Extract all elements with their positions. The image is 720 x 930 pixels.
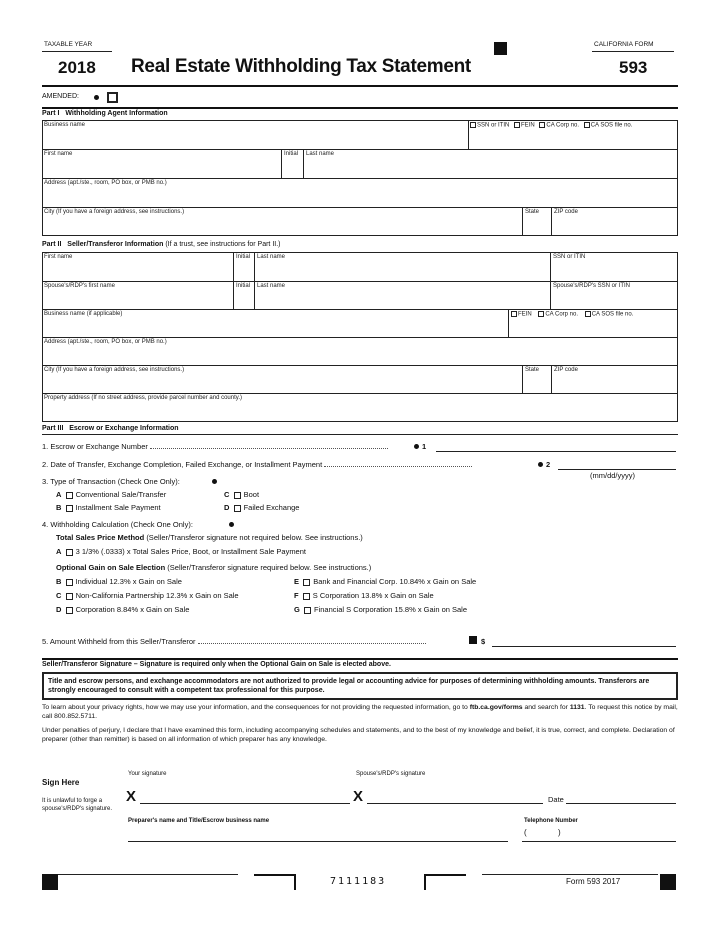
p1-cacorp-checkbox[interactable] [539,122,545,128]
tsp-heading: Total Sales Price Method (Seller/Transferor signature not required below. See instructions.) [56,533,363,542]
spouse-signature-input[interactable] [369,789,541,802]
line4-dot-icon [229,522,234,527]
opt-option-e[interactable]: E Bank and Financial Corp. 10.84% x Gain on Sale [294,577,477,586]
p1-address-label: Address (apt./ste., room, PO box, or PMB no.) [44,180,167,186]
line5-label: 5. Amount Withheld from this Seller/Transferor [42,637,426,646]
p2-spouse-first-input[interactable] [46,293,229,307]
p1-city-input[interactable] [46,219,518,233]
year-top-rule [42,51,112,52]
p2-first-name-input[interactable] [46,264,229,278]
p1-initial-input[interactable] [285,161,301,175]
tsp-option-a[interactable]: A 3 1/3% (.0333) x Total Sales Price, Boot, or Installment Sale Payment [56,547,306,556]
p1-fein-checkbox[interactable] [514,122,520,128]
p2-casos-checkbox[interactable] [585,311,591,317]
p1-zip-label: ZIP code [554,209,578,215]
footer-form-code: 7111183 [330,876,387,887]
footer-right-mark [660,874,676,890]
line3-label: 3. Type of Transaction (Check One Only): [42,477,180,486]
p2-initial-input[interactable] [237,264,252,278]
your-signature-x: X [126,788,137,805]
p2-spouse-ssn-label: Spouse's/RDP's SSN or ITIN [553,283,630,289]
part3-heading: Part III Escrow or Exchange Information [42,425,179,432]
amended-label: AMENDED: [42,93,79,100]
p1-business-name-input[interactable] [46,132,464,146]
line1-number: 1 [422,442,427,451]
california-form-label: CALIFORNIA FORM [594,41,654,48]
spouse-signature-x: X [353,788,364,805]
footer-form-reference: Form 593 2017 [566,877,621,886]
p2-spouse-last-input[interactable] [259,293,545,307]
p2-spouse-first-label: Spouse's/RDP's first name [44,283,115,289]
date-format-hint: (mm/dd/yyyy) [590,471,635,480]
line4-label: 4. Withholding Calculation (Check One Only): [42,520,193,529]
line5-dollar: $ [481,637,486,646]
line1-dot-icon [414,444,419,449]
seller-signature-note: Seller/Transferor Signature – Signature is required only when the Optional Gain on Sale is elected above. [42,661,391,668]
line3-option-a[interactable]: A Conventional Sale/Transfer [56,490,167,499]
p1-id-type-options: SSN or ITIN FEIN CA Corp no. CA SOS file no. [470,122,632,130]
telephone-paren-open: ( [524,828,527,837]
your-signature-label: Your signature [128,771,167,777]
p2-zip-label: ZIP code [554,367,578,373]
p1-business-name-label: Business name [44,122,86,128]
p2-business-name-label: Business name (if applicable) [44,311,123,317]
taxable-year-label: TAXABLE YEAR [44,41,93,48]
p2-zip-input[interactable] [556,377,674,391]
p2-last-name-input[interactable] [259,264,545,278]
p2-cacorp-checkbox[interactable] [538,311,544,317]
p2-city-label: City (If you have a foreign address, see instructions.) [44,367,185,373]
p1-first-name-label: First name [44,151,73,157]
perjury-statement: Under penalties of perjury, I declare that I have examined this form, including accompanying schedules and statements, and to the best of my knowledge and belief, it is true, correct, and complete. Declaration of preparer (other than remitter) is based on all information of which preparer has any knowledge. [42,727,675,743]
transfer-date-input[interactable] [560,458,674,469]
your-signature-input[interactable] [142,789,348,802]
date-label: Date [548,795,564,804]
line3-option-b[interactable]: B Installment Sale Payment [56,503,161,512]
line2-dot-icon [538,462,543,467]
line3-dot-icon [212,479,217,484]
form-top-rule [592,51,674,52]
header-rule [42,85,678,87]
telephone-label: Telephone Number [524,818,578,824]
p2-spouse-initial-input[interactable] [237,293,252,307]
p1-ssn-checkbox[interactable] [470,122,476,128]
legal-warning-box: Title and escrow persons, and exchange accommodators are not authorized to provide legal or accounting advice for purposes of determining withholding amounts. Transferors are strongly encouraged to consult with a competent tax professional for this purpose. [42,672,678,700]
amended-dot-icon [94,95,99,100]
preparer-label: Preparer's name and Title/Escrow business name [128,818,270,824]
privacy-notice: To learn about your privacy rights, how we may use your information, and the consequences for not providing the requested information, go to ftb.ca.gov/forms and search for 1131. To request this notice by mail, call 800.852.5711. [42,704,678,720]
opt-option-g[interactable]: G Financial S Corporation 15.8% x Gain on Sale [294,605,468,614]
p2-state-label: State [525,367,540,373]
p1-state-input[interactable] [526,219,548,233]
p2-last-name-label: Last name [257,254,286,260]
opt-option-c[interactable]: C Non-California Partnership 12.3% x Gain on Sale [56,591,239,600]
opt-option-f[interactable]: F S Corporation 13.8% x Gain on Sale [294,591,434,600]
p2-address-input[interactable] [46,349,674,363]
line2-label: 2. Date of Transfer, Exchange Completion, Failed Exchange, or Installment Payment [42,460,472,469]
sign-here-label: Sign Here [42,778,80,787]
registration-mark [494,42,507,55]
p2-spouse-ssn-input[interactable] [555,293,673,307]
form-number: 593 [619,58,648,77]
p2-property-label: Property address (If no street address, provide parcel number and county.) [44,395,242,401]
line2-number: 2 [546,460,551,469]
optional-gain-heading: Optional Gain on Sale Election (Seller/Transferor signature required below. See instructions.) [56,563,372,572]
line1-label: 1. Escrow or Exchange Number [42,442,388,451]
p2-state-input[interactable] [526,377,548,391]
p1-address-input[interactable] [46,190,674,204]
p2-address-label: Address (apt./ste., room, PO box, or PMB no.) [44,339,167,345]
p2-business-name-input[interactable] [46,321,504,335]
forge-warning: It is unlawful to forge a spouse's/RDP's signature. [42,798,112,812]
part1-heading: Part I Withholding Agent Information [42,110,168,117]
p1-zip-input[interactable] [556,219,674,233]
escrow-number-input[interactable] [438,440,674,451]
form-title: Real Estate Withholding Tax Statement [131,56,471,77]
signature-date-input[interactable] [568,791,674,802]
p2-initial-label: Initial [236,254,251,260]
opt-option-d[interactable]: D Corporation 8.84% x Gain on Sale [56,605,190,614]
p1-casos-checkbox[interactable] [584,122,590,128]
part1-rule [42,107,678,109]
amount-withheld-input[interactable] [494,635,674,646]
tax-year: 2018 [58,58,96,77]
p2-first-name-label: First name [44,254,73,260]
amended-checkbox[interactable] [107,92,118,103]
p2-fein-checkbox[interactable] [511,311,517,317]
p1-initial-label: Initial [284,151,299,157]
telephone-input[interactable] [532,828,672,840]
p2-ssn-input[interactable] [555,264,673,278]
p2-id-type-options: FEIN CA Corp no. CA SOS file no. [511,311,633,319]
telephone-paren-close: ) [558,828,561,837]
p2-spouse-last-label: Last name [257,283,286,289]
p2-property-input[interactable] [46,405,674,419]
p1-last-name-input[interactable] [308,161,673,175]
line3-option-c[interactable]: C Boot [224,490,260,499]
p1-city-label: City (If you have a foreign address, see instructions.) [44,209,185,215]
p1-state-label: State [525,209,540,215]
p1-first-name-input[interactable] [46,161,276,175]
part2-heading: Part II Seller/Transferor Information (If a trust, see instructions for Part II.) [42,241,281,248]
preparer-name-input[interactable] [130,827,506,840]
p2-ssn-label: SSN or ITIN [553,254,586,260]
line3-option-d[interactable]: D Failed Exchange [224,503,300,512]
footer-corner-left [254,874,296,890]
p2-city-input[interactable] [46,377,518,391]
spouse-signature-label: Spouse's/RDP's signature [356,771,426,777]
line5-square-icon [469,636,477,644]
p2-spouse-initial-label: Initial [236,283,251,289]
opt-option-b[interactable]: B Individual 12.3% x Gain on Sale [56,577,182,586]
p1-last-name-label: Last name [306,151,335,157]
footer-corner-right [424,874,466,890]
footer-left-mark [42,874,58,890]
